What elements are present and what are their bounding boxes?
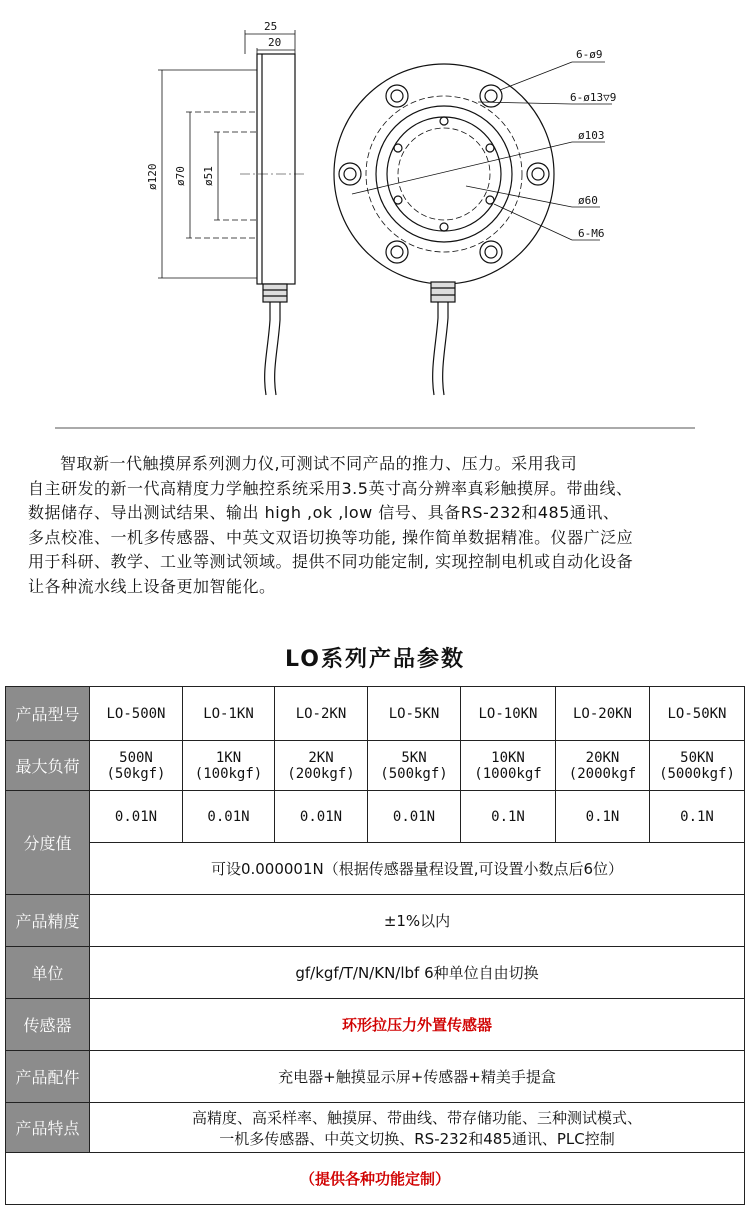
- callout-6-9: 6-ø9: [576, 48, 603, 61]
- load-cell: [90, 741, 183, 791]
- front-view: [334, 62, 612, 395]
- accuracy-value: ±1%以内: [90, 895, 745, 947]
- load-cell: [650, 741, 745, 791]
- unit-value: gf/kgf/T/N/KN/lbf 6种单位自由切换: [90, 947, 745, 999]
- dim-25-label: 25: [264, 20, 278, 33]
- params-table: [5, 686, 745, 1205]
- features-line: 一机多传感器、中英文切换、RS-232和485通讯、PLC控制: [219, 1129, 615, 1148]
- model-cell: LO-1KN: [183, 687, 275, 741]
- row-features: [6, 1103, 745, 1153]
- features-value: [90, 1103, 745, 1153]
- load-kgf: (1000kgf: [474, 765, 542, 782]
- callout-103: ø103: [578, 129, 605, 142]
- callout-60: ø60: [578, 194, 598, 207]
- callout-6-13: 6-ø13▽9: [570, 91, 617, 104]
- load-kgf: (500kgf): [380, 765, 448, 782]
- load-kgf: (200kgf): [287, 765, 355, 782]
- load-label: 最大负荷: [6, 741, 90, 791]
- dim-70-label: ø70: [174, 166, 187, 186]
- sensor-label: 传感器: [6, 999, 90, 1051]
- row-model: [6, 687, 745, 741]
- load-cell: [461, 741, 556, 791]
- features-line: 高精度、高采样率、触摸屏、带曲线、带存储功能、三种测试模式、: [191, 1108, 642, 1127]
- load-n: 2KN: [308, 749, 334, 766]
- load-cell: [556, 741, 650, 791]
- dim-20-label: 20: [268, 36, 282, 49]
- load-cell: [183, 741, 275, 791]
- row-resolution-note: [6, 843, 745, 895]
- resolution-cell: 0.1N: [650, 791, 745, 843]
- load-kgf: (5000kgf): [659, 765, 735, 782]
- resolution-cell: 0.1N: [556, 791, 650, 843]
- sensor-value: 环形拉压力外置传感器: [90, 999, 745, 1051]
- resolution-cell: 0.01N: [183, 791, 275, 843]
- resolution-label: 分度值: [6, 791, 90, 895]
- load-kgf: (50kgf): [106, 765, 166, 782]
- load-n: 20KN: [585, 749, 620, 766]
- load-cell: [368, 741, 461, 791]
- accuracy-label: 产品精度: [6, 895, 90, 947]
- accessories-label: 产品配件: [6, 1051, 90, 1103]
- model-cell: LO-2KN: [275, 687, 368, 741]
- custom-note: （提供各种功能定制）: [6, 1153, 745, 1205]
- side-view: [158, 30, 305, 395]
- dim-51-label: ø51: [202, 166, 215, 186]
- load-n: 50KN: [680, 749, 714, 766]
- resolution-cell: 0.1N: [461, 791, 556, 843]
- row-accessories: [6, 1051, 745, 1103]
- description-line: 智取新一代触摸屏系列测力仪,可测试不同产品的推力、压力。采用我司: [60, 454, 578, 473]
- unit-label: 单位: [6, 947, 90, 999]
- accessories-value: 充电器+触摸显示屏+传感器+精美手提盒: [90, 1051, 745, 1103]
- resolution-cell: 0.01N: [368, 791, 461, 843]
- load-n: 1KN: [215, 749, 242, 766]
- description-line: 多点校准、一机多传感器、中英文双语切换等功能, 操作简单数据精准。仪器广泛应: [28, 527, 634, 547]
- row-unit: [6, 947, 745, 999]
- features-label: 产品特点: [6, 1103, 90, 1153]
- row-accuracy: [6, 895, 745, 947]
- model-label: 产品型号: [6, 687, 90, 741]
- model-cell: LO-10KN: [461, 687, 556, 741]
- sensor-technical-drawing: [0, 0, 750, 430]
- load-cell: [275, 741, 368, 791]
- callout-m6: 6-M6: [578, 227, 605, 240]
- product-description: [28, 452, 728, 599]
- row-resolution: [6, 791, 745, 843]
- description-line: 自主研发的新一代高精度力学触控系统采用3.5英寸高分辨率真彩触摸屏。带曲线、: [28, 478, 633, 498]
- description-line: 数据储存、导出测试结果、输出 high ,ok ,low 信号、具备RS-232和485通讯、: [28, 503, 620, 522]
- resolution-cell: 0.01N: [275, 791, 368, 843]
- row-sensor: [6, 999, 745, 1051]
- resolution-cell: 0.01N: [90, 791, 183, 843]
- model-cell: LO-5KN: [368, 687, 461, 741]
- row-load: [6, 741, 745, 791]
- resolution-note: 可设0.000001N（根据传感器量程设置,可设置小数点后6位）: [90, 843, 745, 895]
- row-custom: [6, 1153, 745, 1205]
- dim-120-label: ø120: [146, 163, 159, 190]
- load-n: 5KN: [401, 749, 427, 766]
- params-title: LO系列产品参数: [285, 647, 465, 672]
- load-n: 500N: [119, 749, 153, 766]
- load-kgf: (2000kgf: [568, 765, 637, 782]
- load-n: 10KN: [491, 749, 525, 766]
- model-cell: LO-50KN: [650, 687, 745, 741]
- description-line: 让各种流水线上设备更加智能化。: [28, 576, 276, 596]
- model-cell: LO-20KN: [556, 687, 650, 741]
- load-kgf: (100kgf): [194, 765, 263, 782]
- model-cell: LO-500N: [90, 687, 183, 741]
- description-line: 用于科研、教学、工业等测试领域。提供不同功能定制, 实现控制电机或自动化设备: [28, 552, 634, 571]
